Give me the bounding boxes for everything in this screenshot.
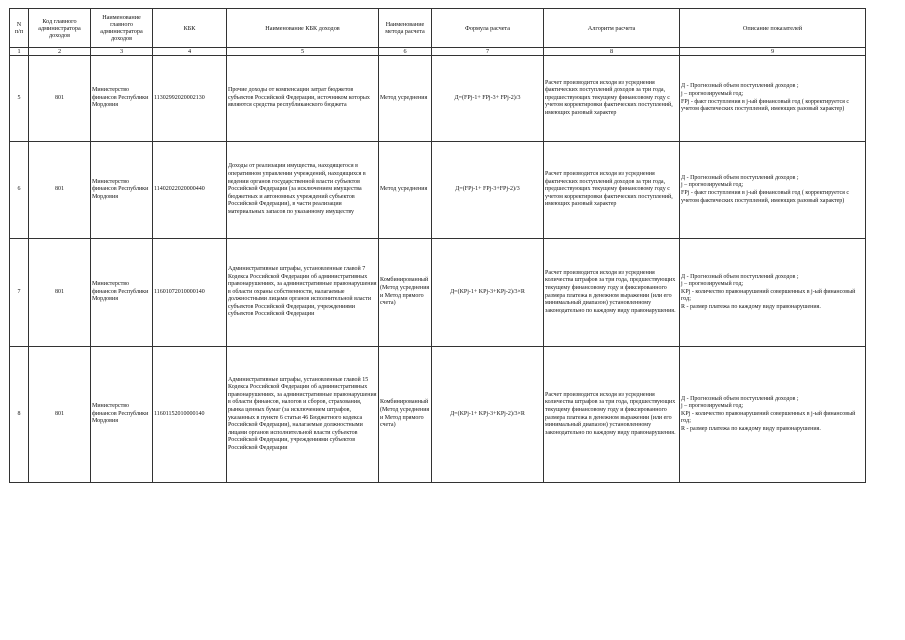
header-algorithm: Алгоритм расчета [544, 9, 680, 48]
column-number: 4 [153, 48, 227, 56]
calc-formula: Д=(FPj-1+ FPj-3+ FPj-2)/3 [432, 56, 544, 142]
kbk-name: Доходы от реализации имущества, находящегося в оперативном управлении учреждений, находящихся в ведении органов государственной власти субъектов Российской Федерации (за исключением имущества бюджетных и автономных учреждений субъектов Российской Федерации), в части реализации материальных запасов по указанному имуществу [227, 142, 379, 239]
header-kbk: КБК [153, 9, 227, 48]
calc-algorithm: Расчет производится исходя из усреднения количества штрафов за три года, предшествующих текущему финансовому году и фиксированного размера платежа в денежном выражении (или его минимальный диапазон) установленному законодательно по каждому виду правонарушения. [544, 239, 680, 347]
calc-algorithm: Расчет производится исходя из усреднения количества штрафов за три года, предшествующих текущему финансовому году и фиксированного размера платежа в денежном выражении (или его минимальный диапазон) установленному законодательно по каждому виду правонарушения. [544, 347, 680, 483]
column-number: 3 [91, 48, 153, 56]
table-row [10, 347, 866, 483]
kbk-code: 11601152010000140 [153, 347, 227, 483]
calc-algorithm: Расчет производится исходя из усреднения фактических поступлений доходов за три года, предшествующих текущему финансовому году с учетом корректировки фактических поступлений, имеющих разовый характер [544, 142, 680, 239]
kbk-name: Административные штрафы, установленные главой 15 Кодекса Российской Федерации об административных правонарушениях, за административные правонарушения в области финансов, налогов и сборов, страхования, рынка ценных бумаг (за исключением штрафов, указанных в пункте 6 статьи 46 Бюджетного кодекса Российской Федерации), налагаемые должностными лицами органов исполнительной власти субъектов Российской Федерации, учреждениями субъектов Российской Федерации [227, 347, 379, 483]
column-number: 1 [10, 48, 29, 56]
row-number: 5 [10, 56, 29, 142]
header-formula: Формула расчета [432, 9, 544, 48]
revenue-methods-table-sheet [9, 8, 865, 488]
column-number: 6 [379, 48, 432, 56]
calc-formula: Д=(KPj-1+ KPj-3+KPj-2)/3×R [432, 239, 544, 347]
kbk-code: 11302992020002130 [153, 56, 227, 142]
column-number: 9 [680, 48, 866, 56]
row-number: 8 [10, 347, 29, 483]
admin-name: Министерство финансов Республики Мордовия [91, 239, 153, 347]
indicator-description: Д - Прогнозный объем поступлений доходов ; j – прогнозируемый год; KPj - количество правонарушений совершенных в j-ый финансовый год; R - размер платежа по каждому виду правонарушения. [680, 239, 866, 347]
column-numbers-row [10, 48, 866, 56]
admin-name: Министерство финансов Республики Мордовия [91, 56, 153, 142]
admin-name: Министерство финансов Республики Мордовия [91, 142, 153, 239]
header-method: Наименование метода расчета [379, 9, 432, 48]
calc-method: Метод усреднения [379, 56, 432, 142]
column-number: 5 [227, 48, 379, 56]
column-number: 8 [544, 48, 680, 56]
header-description: Описание показателей [680, 9, 866, 48]
indicator-description: Д - Прогнозный объем поступлений доходов ; j – прогнозируемый год; KPj - количество правонарушений совершенных в j-ый финансовый год; R - размер платежа по каждому виду правонарушения. [680, 347, 866, 483]
calc-method: Комбинированный (Метод усреднения и Метод прямого счета) [379, 347, 432, 483]
header-admin-name: Наименование главного администратора доходов [91, 9, 153, 48]
column-number: 7 [432, 48, 544, 56]
admin-code: 801 [29, 239, 91, 347]
kbk-name: Прочие доходы от компенсации затрат бюджетов субъектов Российской Федерации, источником которых являются средства республиканского бюджета [227, 56, 379, 142]
header-row-number: N п/п [10, 9, 29, 48]
header-kbk-name: Наименование КБК доходов [227, 9, 379, 48]
admin-code: 801 [29, 142, 91, 239]
row-number: 6 [10, 142, 29, 239]
admin-code: 801 [29, 56, 91, 142]
admin-code: 801 [29, 347, 91, 483]
calc-formula: Д=(KPj-1+ KPj-3+KPj-2)/3×R [432, 347, 544, 483]
calc-formula: Д=(FPj-1+ FPj-3+FPj-2)/3 [432, 142, 544, 239]
table-row [10, 56, 866, 142]
row-number: 7 [10, 239, 29, 347]
indicator-description: Д - Прогнозный объем поступлений доходов ; j – прогнозируемый год; FPj - факт поступления в j-ый финансовый год ( корректируется с учетом фактических поступлений, имеющих разовый характер) [680, 142, 866, 239]
calc-method: Метод усреднения [379, 142, 432, 239]
kbk-code: 11402022020000440 [153, 142, 227, 239]
kbk-name: Административные штрафы, установленные главой 7 Кодекса Российской Федерации об административных правонарушениях, за административные правонарушения в области охраны собственности, налагаемые должностными лицами органов исполнительной власти субъектов Российской Федерации, учреждениями субъектов Российской Федерации [227, 239, 379, 347]
revenue-methods-table [9, 8, 866, 483]
table-row [10, 142, 866, 239]
column-number: 2 [29, 48, 91, 56]
indicator-description: Д - Прогнозный объем поступлений доходов ; j – прогнозируемый год; FPj - факт поступления в j-ый финансовый год ( корректируется с учетом фактических поступлений, имеющих разовый характер) [680, 56, 866, 142]
header-admin-code: Код главного администратора доходов [29, 9, 91, 48]
admin-name: Министерство финансов Республики Мордовия [91, 347, 153, 483]
table-row [10, 239, 866, 347]
calc-algorithm: Расчет производится исходя из усреднения фактических поступлений доходов за три года, предшествующих текущему финансовому году с учетом корректировки фактических поступлений, имеющих разовый характер [544, 56, 680, 142]
calc-method: Комбинированный (Метод усреднения и Метод прямого счета) [379, 239, 432, 347]
header-row [10, 9, 866, 48]
kbk-code: 11601072010000140 [153, 239, 227, 347]
